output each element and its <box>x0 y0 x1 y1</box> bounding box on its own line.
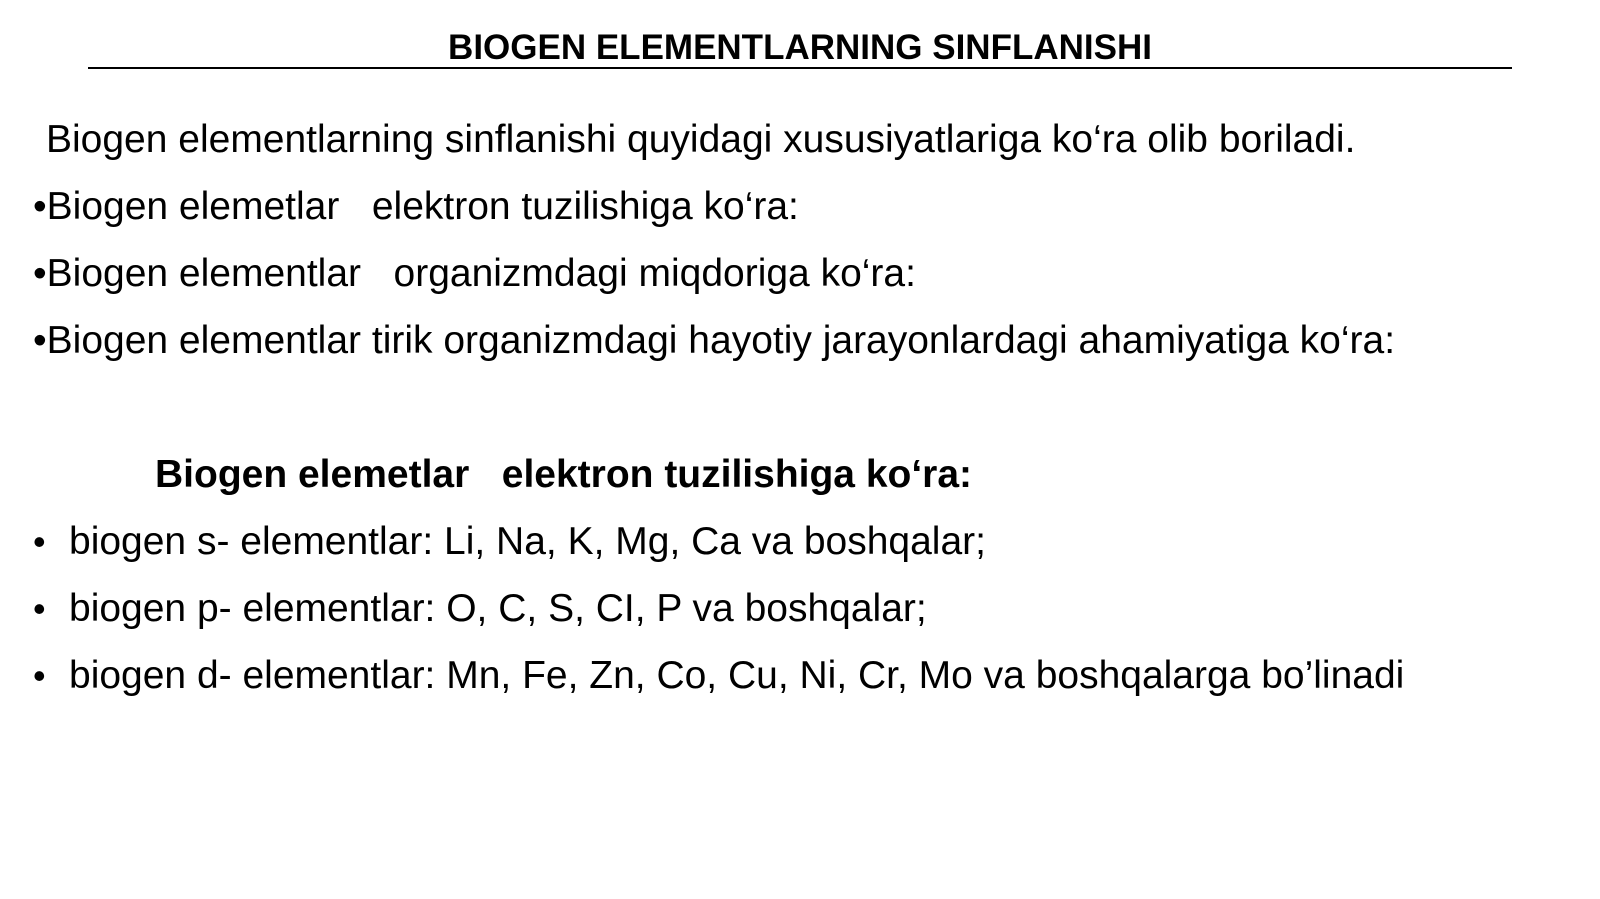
group-item-p-elements <box>33 586 927 632</box>
group-item-s-elements <box>33 519 986 565</box>
bullet-icon: • <box>33 655 46 696</box>
criteria-item-quantity <box>33 251 916 297</box>
group-item-label: biogen s- elementlar: Li, Na, K, Mg, Ca va boshqalar; <box>69 520 986 563</box>
slide-title: BIOGEN ELEMENTLARNING SINFLANISHI <box>448 28 1152 67</box>
criteria-item-label: Biogen elementlar organizmdagi miqdoriga ko‘ra: <box>46 252 916 295</box>
bullet-icon: • <box>33 185 47 228</box>
criteria-item-label: Biogen elemetlar elektron tuzilishiga ko‘ra: <box>46 185 799 228</box>
intro-text: Biogen elementlarning sinflanishi quyidagi xususiyatlariga ko‘ra olib boriladi. <box>46 118 1356 161</box>
bullet-icon: • <box>33 252 47 295</box>
group-item-d-elements <box>33 653 1404 699</box>
title-underline <box>88 67 1512 69</box>
group-item-label: biogen d- elementlar: Mn, Fe, Zn, Co, Cu, Ni, Cr, Mo va boshqalarga bo’linadi <box>69 654 1405 697</box>
bullet-icon: • <box>33 588 46 629</box>
bullet-icon: • <box>33 521 46 562</box>
section-subheading: Biogen elemetlar elektron tuzilishiga ko‘ra: <box>155 453 973 496</box>
criteria-item-electron-structure <box>33 184 799 230</box>
group-item-label: biogen p- elementlar: O, C, S, CI, P va boshqalar; <box>69 587 927 630</box>
bullet-icon: • <box>33 319 47 362</box>
criteria-item-label: Biogen elementlar tirik organizmdagi hayotiy jarayonlardagi ahamiyatiga ko‘ra: <box>46 319 1396 362</box>
criteria-item-importance <box>33 318 1395 364</box>
